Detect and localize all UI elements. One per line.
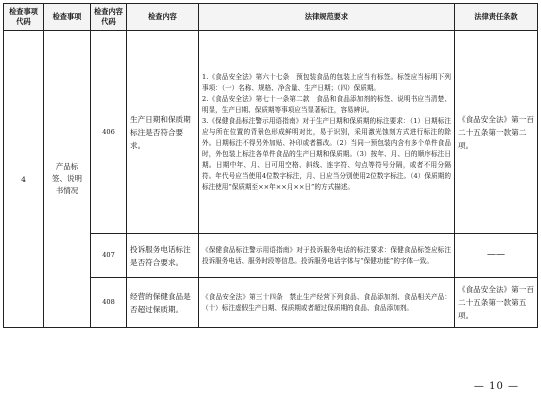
content-code-cell: 407 [91, 234, 127, 278]
header-item-code: 检查事项代码 [4, 4, 44, 31]
item-name-cell: 产品标签、说明书情况 [44, 31, 91, 328]
liability-cell: 《食品安全法》第一百二十五条第一款第五项。 [455, 278, 538, 328]
law-paragraph: 2.《食品安全法》第七十一条第二款 食品和食品添加剂的标签、说明书应当清楚、明显，生产日期、保质期等事项应当显著标注，容易辨识。 [202, 94, 451, 114]
law-paragraph: 《食品安全法》第三十四条 禁止生产经营下列食品、食品添加剂、食品相关产品：（十）标注虚假生产日期、保质期或者超过保质期的食品、食品添加剂。 [202, 292, 451, 312]
law-paragraph: 3.《保健食品标注警示用语指南》对于生产日期和保质期的标注要求：（1）日期标注应与所在位置的背景色形成鲜明对比，易于识别，采用激光蚀刻方式进行标注的除外。日期标注不得另外加贴、补印或者篡改。（2）当同一预包装内含有多个单件食品时，外包装上标注各单件食品的生产日期和保质期。（3）按年、月、日的顺序标注日期。日期中年、月、日可用空格、斜线、连字符、句点等符号分隔，或者不用分隔符。年代号应当使用4位数字标注，月、日应当分别使用2位数字标注。（4）保质期的标注使用“保质期至××年××月××日”的方式描述。 [202, 116, 451, 191]
content-code-cell: 406 [91, 31, 127, 234]
content-code-cell: 408 [91, 278, 127, 328]
law-cell [199, 234, 455, 278]
content-cell: 经营的保健食品是否超过保质期。 [127, 278, 199, 328]
item-code-cell: 4 [4, 31, 44, 328]
header-content: 检查内容 [127, 4, 199, 31]
header-law: 法律规范要求 [199, 4, 455, 31]
header-content-code: 检查内容代码 [91, 4, 127, 31]
header-item: 检查事项 [44, 4, 91, 31]
law-cell [199, 31, 455, 234]
content-cell: 生产日期和保质期标注是否符合要求。 [127, 31, 199, 234]
law-paragraph: 1.《食品安全法》第六十七条 预包装食品的包装上应当有标签。标签应当标明下列事项：（一）名称、规格、净含量、生产日期；（四）保质期。 [202, 72, 451, 92]
header-liability: 法律责任条款 [455, 4, 538, 31]
law-paragraph: 《保健食品标注警示用语指南》对于投诉服务电话的标注要求：保健食品标签应标注投诉服务电话、服务时段等信息。投诉服务电话字体与“保健功能”的字体一致。 [202, 245, 451, 265]
table-row [4, 31, 538, 234]
inspection-table [3, 3, 538, 328]
content-cell: 投诉服务电话标注是否符合要求。 [127, 234, 199, 278]
page-number: — 10 — [473, 381, 519, 392]
law-cell [199, 278, 455, 328]
table-header-row [4, 4, 538, 31]
liability-cell: —— [455, 234, 538, 278]
liability-cell: 《食品安全法》第一百二十五条第一款第二项。 [455, 31, 538, 234]
